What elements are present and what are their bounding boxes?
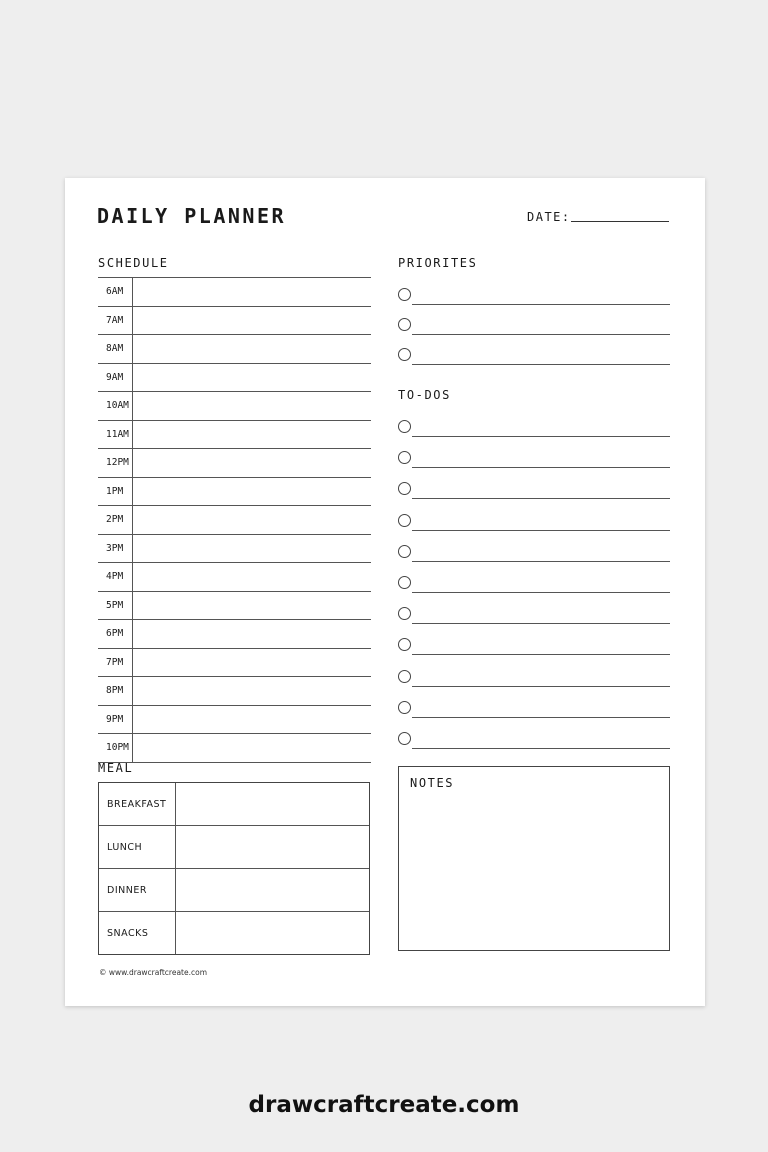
schedule-hour-label: 9PM xyxy=(98,706,133,734)
meal-row[interactable] xyxy=(99,825,369,868)
schedule-hour-label: 10AM xyxy=(98,392,133,420)
checkbox-circle-icon[interactable] xyxy=(398,420,411,433)
todo-line[interactable] xyxy=(412,748,670,749)
schedule-hour-label: 11AM xyxy=(98,421,133,449)
schedule-hour-label: 6PM xyxy=(98,620,133,648)
schedule-row[interactable] xyxy=(98,505,371,534)
schedule-row[interactable] xyxy=(98,334,371,363)
page-title: DAILY PLANNER xyxy=(97,204,287,228)
meal-label: SNACKS xyxy=(99,912,176,954)
todo-item xyxy=(398,474,670,505)
checkbox-circle-icon[interactable] xyxy=(398,514,411,527)
schedule-row[interactable] xyxy=(98,619,371,648)
schedule-hour-label: 5PM xyxy=(98,592,133,620)
schedule-row[interactable] xyxy=(98,391,371,420)
checkbox-circle-icon[interactable] xyxy=(398,482,411,495)
schedule-hour-label: 10PM xyxy=(98,734,133,762)
notes-box[interactable] xyxy=(398,766,670,951)
todos-title: TO-DOS xyxy=(398,388,451,402)
todo-item xyxy=(398,630,670,661)
checkbox-circle-icon[interactable] xyxy=(398,607,411,620)
schedule-row[interactable] xyxy=(98,705,371,734)
checkbox-circle-icon[interactable] xyxy=(398,732,411,745)
checkbox-circle-icon[interactable] xyxy=(398,348,411,361)
meal-row[interactable] xyxy=(99,868,369,911)
meal-label: BREAKFAST xyxy=(99,783,176,825)
schedule-hour-label: 8PM xyxy=(98,677,133,705)
schedule-hour-label: 1PM xyxy=(98,478,133,506)
notes-title: NOTES xyxy=(410,776,455,790)
schedule-hour-label: 7AM xyxy=(98,307,133,335)
checkbox-circle-icon[interactable] xyxy=(398,670,411,683)
schedule-table xyxy=(98,277,371,763)
todo-item xyxy=(398,724,670,755)
planner-sheet xyxy=(65,178,705,1006)
priority-line[interactable] xyxy=(412,364,670,365)
schedule-row[interactable] xyxy=(98,363,371,392)
schedule-hour-label: 2PM xyxy=(98,506,133,534)
todo-line[interactable] xyxy=(412,686,670,687)
schedule-row[interactable] xyxy=(98,562,371,591)
schedule-hour-label: 9AM xyxy=(98,364,133,392)
checkbox-circle-icon[interactable] xyxy=(398,451,411,464)
schedule-row[interactable] xyxy=(98,591,371,620)
site-name: drawcraftcreate.com xyxy=(248,1092,520,1118)
meal-table xyxy=(98,782,370,955)
todo-item xyxy=(398,662,670,693)
schedule-row[interactable] xyxy=(98,477,371,506)
schedule-row[interactable] xyxy=(98,277,371,306)
todo-item xyxy=(398,537,670,568)
priority-item xyxy=(398,310,670,340)
schedule-row[interactable] xyxy=(98,534,371,563)
todo-line[interactable] xyxy=(412,498,670,499)
checkbox-circle-icon[interactable] xyxy=(398,638,411,651)
todo-line[interactable] xyxy=(412,467,670,468)
checkbox-circle-icon[interactable] xyxy=(398,576,411,589)
schedule-hour-label: 7PM xyxy=(98,649,133,677)
todo-line[interactable] xyxy=(412,623,670,624)
schedule-row[interactable] xyxy=(98,648,371,677)
todos-list xyxy=(398,412,670,755)
priorities-title: PRIORITES xyxy=(398,256,478,270)
checkbox-circle-icon[interactable] xyxy=(398,701,411,714)
schedule-hour-label: 12PM xyxy=(98,449,133,477)
date-label: DATE: xyxy=(527,210,571,224)
todo-item xyxy=(398,599,670,630)
priority-line[interactable] xyxy=(412,334,670,335)
todo-item xyxy=(398,506,670,537)
schedule-title: SCHEDULE xyxy=(98,256,169,270)
schedule-row[interactable] xyxy=(98,676,371,705)
meal-label: LUNCH xyxy=(99,826,176,868)
todo-item xyxy=(398,443,670,474)
todo-line[interactable] xyxy=(412,654,670,655)
todo-line[interactable] xyxy=(412,530,670,531)
date-field-line[interactable] xyxy=(571,221,669,222)
schedule-hour-label: 6AM xyxy=(98,278,133,306)
todo-item xyxy=(398,412,670,443)
meal-title: MEAL xyxy=(98,761,134,775)
todo-line[interactable] xyxy=(412,592,670,593)
todo-item xyxy=(398,693,670,724)
schedule-hour-label: 4PM xyxy=(98,563,133,591)
priorities-list xyxy=(398,280,670,370)
meal-label: DINNER xyxy=(99,869,176,911)
priority-item xyxy=(398,280,670,310)
schedule-hour-label: 3PM xyxy=(98,535,133,563)
schedule-row[interactable] xyxy=(98,733,371,763)
schedule-row[interactable] xyxy=(98,448,371,477)
todo-line[interactable] xyxy=(412,436,670,437)
priority-line[interactable] xyxy=(412,304,670,305)
priority-item xyxy=(398,340,670,370)
schedule-hour-label: 8AM xyxy=(98,335,133,363)
todo-item xyxy=(398,568,670,599)
copyright: © www.drawcraftcreate.com xyxy=(99,968,208,977)
checkbox-circle-icon[interactable] xyxy=(398,545,411,558)
checkbox-circle-icon[interactable] xyxy=(398,318,411,331)
checkbox-circle-icon[interactable] xyxy=(398,288,411,301)
todo-line[interactable] xyxy=(412,561,670,562)
meal-row[interactable] xyxy=(99,911,369,954)
schedule-row[interactable] xyxy=(98,420,371,449)
schedule-row[interactable] xyxy=(98,306,371,335)
meal-row[interactable] xyxy=(99,783,369,825)
todo-line[interactable] xyxy=(412,717,670,718)
